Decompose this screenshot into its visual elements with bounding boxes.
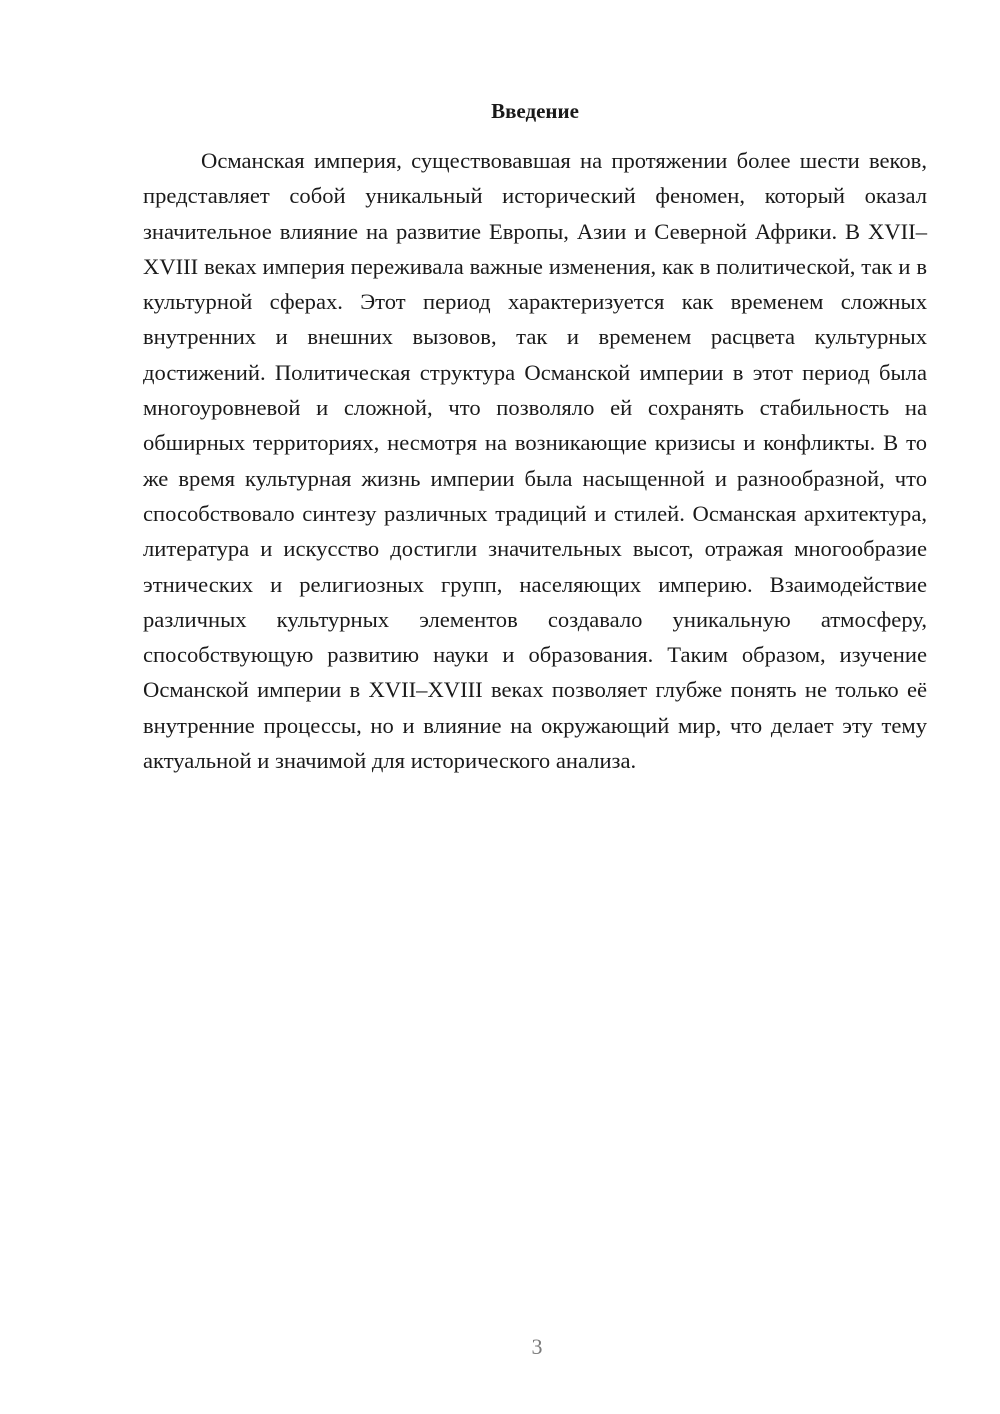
introduction-paragraph: Османская империя, существовавшая на протяжении более шести веков, представляет собой уникальный исторический феномен, который оказал значительное влияние на развитие Европы, Азии и Северной Африки. В XVII–XVIII веках империя переживала важные изменения, как в политической, так и в культурной сферах. Этот период характеризуется как временем сложных внутренних и внешних вызовов, так и временем расцвета культурных достижений. Политическая структура Османской империи в этот период была многоуровневой и сложной, что позволяло ей сохранять стабильность на обширных территориях, несмотря на возникающие кризисы и конфликты. В то же время культурная жизнь империи была насыщенной и разнообразной, что способствовало синтезу различных традиций и стилей. Османская архитектура, литература и искусство достигли значительных высот, отражая многообразие этнических и религиозных групп, населяющих империю. Взаимодействие различных культурных элементов создавало уникальную атмосферу, способствующую развитию науки и образования. Таким образом, изучение Османской империи в XVII–XVIII веках позволяет глубже понять не только её внутренние процессы, но и влияние на окружающий мир, что делает эту тему актуальной и значимой для исторического анализа. <box>143 148 927 774</box>
page-number: 3 <box>531 1334 543 1359</box>
section-heading: Введение <box>491 99 579 123</box>
